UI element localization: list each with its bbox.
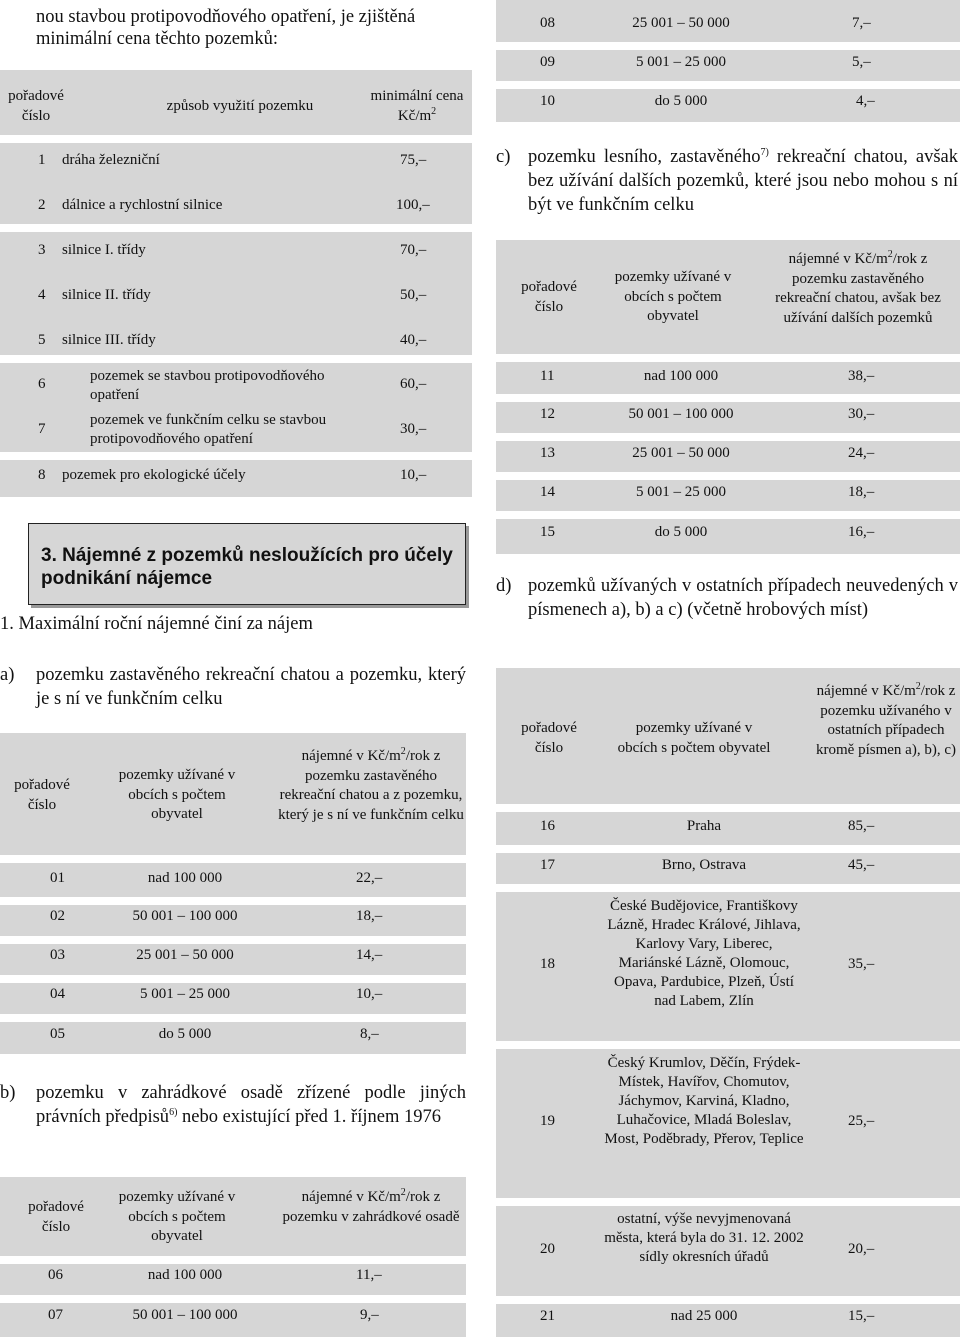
table-1-header-no: pořadové číslo [8,88,64,124]
table-c-header-rent: nájemné v $Kč/m^2$/rok z pozemku zastavěného rekreační chatou, avšak bez užívání dalších pozemků [775,249,941,326]
point-1-text: 1. Maximální roční nájemné činí za nájem [0,614,313,634]
item-a-text: pozemku zastavěného rekreační chatou a pozemku, který je s ní ve funkčním celku [36,665,466,709]
table-b-header-population: pozemky užívané v obcích s počtem obyvatel [118,1189,236,1244]
table-d-header-rent: nájemné v $Kč/m^2$/rok z pozemku užívaného v ostatních případech kromě písmen a), b), c) [816,681,956,758]
item-b-text: pozemku v zahrádkové osadě zřízené podle jiných právních předpisů$^{6)}$ nebo existující před 1. říjnem 1976 [36,1083,466,1127]
item-b-label: b) [0,1083,16,1103]
table-b-header-no: pořadové číslo [28,1199,84,1235]
item-d-label: d) [496,576,512,596]
table-a-header-population: pozemky užívané v obcích s počtem obyvatel [118,767,236,822]
table-1-header-min-price: minimální cena $Kč/m^2$ [370,88,464,124]
item-c-text: pozemku lesního, zastavěného$^{7)}$ rekreační chatou, avšak bez užívání dalších pozemků, které jsou nebo mohou s ní být ve funkčním celku [528,146,958,215]
item-c-label: c) [496,147,511,167]
table-b-header-rent: nájemné v $Kč/m^2$/rok z pozemku v zahrádkové osadě [282,1187,460,1225]
item-a-label: a) [0,665,15,685]
section-3-heading: 3. Nájemné z pozemků nesloužících pro účely podnikání nájemce [28,523,466,605]
table-a-header-rent: nájemné v $Kč/m^2$/rok z pozemku zastavěného rekreační chatou a z pozemku, který je s ní ve funkčním celku [278,746,464,823]
table-a-header-no: pořadové číslo [14,777,70,813]
table-d-header-no: pořadové číslo [521,720,577,756]
table-d-header-population: pozemky užívané v obcích s počtem obyvatel [617,720,771,756]
item-d-text: pozemků užívaných v ostatních případech neuvedených v písmenech a), b) a c) (včetně hrobových míst) [528,576,958,620]
table-c-header-population: pozemky užívané v obcích s počtem obyvatel [614,269,732,324]
table-c-header-no: pořadové číslo [521,279,577,315]
table-1-header-usage: způsob využití pozemku [166,98,314,114]
intro-text: nou stavbou protipovodňového opatření, je zjištěná minimální cena těchto pozemků: [36,7,416,49]
